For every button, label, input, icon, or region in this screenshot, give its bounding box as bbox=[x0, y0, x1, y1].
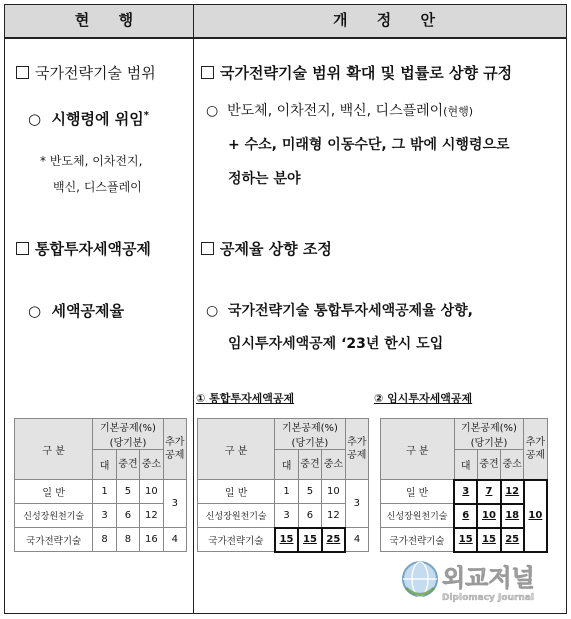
extra-header: 추가공제 bbox=[345, 419, 368, 480]
right-section1-title: 국가전략기술 범위 확대 및 법률로 상향 규정 bbox=[220, 64, 513, 82]
sub-header-large: 대 bbox=[454, 450, 477, 480]
watermark-title: 외교저널 bbox=[442, 564, 535, 592]
table-cell: 3 bbox=[93, 504, 116, 528]
table-cell: 3 bbox=[275, 504, 298, 528]
right-section2-title: 공제율 상향 조정 bbox=[220, 240, 332, 258]
row-label: 신성장원천기술 bbox=[15, 504, 93, 528]
table-cell: 10 bbox=[140, 480, 163, 504]
bullet-circle-icon: ○ bbox=[206, 303, 219, 319]
highlight-cell: 10 bbox=[477, 504, 500, 528]
right-section2-item-line1 bbox=[206, 300, 473, 320]
bullet-circle-icon: ○ bbox=[28, 302, 42, 320]
col-group-header: 구 분 bbox=[381, 419, 455, 480]
sub-header-mid: 중견 bbox=[116, 450, 139, 480]
left-section1-title: 국가전략기술 범위 bbox=[35, 64, 156, 82]
temporary-rate-table bbox=[380, 418, 548, 553]
temporary-table-caption: ② 임시투자세액공제 bbox=[374, 392, 473, 405]
sub-header-small: 중소 bbox=[140, 450, 163, 480]
table-cell: 1 bbox=[275, 480, 298, 504]
table-cell: 6 bbox=[298, 504, 321, 528]
watermark-subtitle: Diplomacy Journal bbox=[442, 593, 534, 603]
row-label: 국가전략기술 bbox=[381, 528, 455, 552]
basic-header bbox=[93, 419, 163, 450]
left-section2-heading bbox=[16, 238, 151, 259]
integrated-rate-table bbox=[197, 418, 369, 553]
table-cell: 12 bbox=[140, 504, 163, 528]
highlight-cell: 6 bbox=[454, 504, 477, 528]
right-section1-item-text: 반도체, 이차전지, 백신, 디스플레이 bbox=[227, 103, 444, 119]
table-cell: 5 bbox=[116, 480, 139, 504]
table-cell: 4 bbox=[163, 528, 186, 552]
watermark-logo bbox=[400, 557, 550, 605]
table-cell: 16 bbox=[140, 528, 163, 552]
sub-header-large: 대 bbox=[275, 450, 298, 480]
highlight-cell: 18 bbox=[501, 504, 524, 528]
highlight-cell: 15 bbox=[477, 528, 500, 552]
highlight-cell: 7 bbox=[477, 480, 500, 504]
footnote-mark: * bbox=[143, 110, 149, 121]
basic-header-line2: (당기분) bbox=[291, 438, 329, 449]
row-label: 국가전략기술 bbox=[15, 528, 93, 552]
table-cell: 12 bbox=[322, 504, 345, 528]
highlight-cell: 15 bbox=[275, 528, 298, 552]
integrated-table-caption: ① 통합투자세액공제 bbox=[196, 392, 295, 405]
right-section2-item-line1-text: 국가전략기술 통합투자세액공제율 상향, bbox=[227, 303, 473, 319]
row-label: 신성장원천기술 bbox=[381, 504, 455, 528]
right-section1-heading bbox=[201, 62, 512, 83]
highlight-cell: 12 bbox=[501, 480, 524, 504]
row-label: 일 반 bbox=[15, 480, 93, 504]
basic-header bbox=[454, 419, 524, 450]
left-section1-note-line1: * 반도체, 이차전지, bbox=[40, 154, 143, 168]
basic-header-line1: 기본공제(%) bbox=[99, 423, 156, 434]
highlight-cell: 25 bbox=[322, 528, 345, 552]
table-cell: 8 bbox=[93, 528, 116, 552]
highlight-cell: 15 bbox=[298, 528, 321, 552]
row-label: 일 반 bbox=[198, 480, 275, 504]
globe-icon bbox=[400, 557, 550, 605]
column-divider bbox=[193, 4, 194, 614]
left-section2-item bbox=[28, 300, 124, 321]
current-rate-table bbox=[14, 418, 187, 552]
left-section1-note-line2: 백신, 디스플레이 bbox=[53, 180, 142, 194]
right-section1-item bbox=[206, 100, 473, 120]
basic-header-line2: (당기분) bbox=[470, 438, 508, 449]
checkbox-square-icon bbox=[16, 242, 29, 255]
right-section1-add-line2: 정하는 분야 bbox=[228, 171, 301, 187]
highlight-cell: 15 bbox=[454, 528, 477, 552]
basic-header-line1: 기본공제(%) bbox=[460, 423, 517, 434]
sub-header-large: 대 bbox=[93, 450, 116, 480]
left-section2-item-text: 세액공제율 bbox=[51, 302, 124, 320]
table-cell: 6 bbox=[116, 504, 139, 528]
table-cell: 1 bbox=[93, 480, 116, 504]
bullet-circle-icon: ○ bbox=[206, 103, 219, 119]
bullet-circle-icon: ○ bbox=[28, 110, 42, 128]
checkbox-square-icon bbox=[16, 66, 29, 79]
right-section1-add-line1: + 수소, 미래형 이동수단, 그 밖에 시행령으로 bbox=[228, 137, 510, 153]
col-group-header: 구 분 bbox=[198, 419, 275, 480]
basic-header-line2: (당기분) bbox=[109, 438, 147, 449]
checkbox-square-icon bbox=[201, 66, 214, 79]
extra-header: 추가공제 bbox=[163, 419, 186, 480]
table-cell: 3 bbox=[345, 480, 368, 528]
basic-header bbox=[275, 419, 345, 450]
row-label: 국가전략기술 bbox=[198, 528, 275, 552]
row-label: 일 반 bbox=[381, 480, 455, 504]
sub-header-mid: 중견 bbox=[298, 450, 321, 480]
sub-header-small: 중소 bbox=[322, 450, 345, 480]
right-section2-heading bbox=[201, 238, 332, 259]
left-section1-item-text: 시행령에 위임 bbox=[51, 110, 144, 128]
highlight-cell: 3 bbox=[454, 480, 477, 504]
highlight-cell: 25 bbox=[501, 528, 524, 552]
left-section2-title: 통합투자세액공제 bbox=[35, 240, 151, 258]
table-cell: 3 bbox=[163, 480, 186, 528]
header-proposed: 개 정 안 bbox=[333, 11, 447, 29]
header-current: 현 행 bbox=[74, 11, 146, 29]
left-section1-item bbox=[28, 108, 149, 129]
checkbox-square-icon bbox=[201, 242, 214, 255]
left-section1-heading bbox=[16, 62, 156, 83]
header-divider bbox=[4, 37, 567, 39]
table-cell: 5 bbox=[298, 480, 321, 504]
sub-header-small: 중소 bbox=[501, 450, 524, 480]
table-cell: 8 bbox=[116, 528, 139, 552]
col-group-header: 구 분 bbox=[15, 419, 93, 480]
table-cell: 10 bbox=[322, 480, 345, 504]
highlight-cell: 10 bbox=[524, 480, 547, 552]
right-section1-item-suffix: (현행) bbox=[443, 105, 474, 118]
basic-header-line1: 기본공제(%) bbox=[281, 423, 338, 434]
table-cell: 4 bbox=[345, 528, 368, 552]
row-label: 신성장원천기술 bbox=[198, 504, 275, 528]
extra-header: 추가공제 bbox=[524, 419, 547, 480]
right-section2-item-line2: 임시투자세액공제 ‘23년 한시 도입 bbox=[228, 336, 444, 352]
sub-header-mid: 중견 bbox=[477, 450, 500, 480]
